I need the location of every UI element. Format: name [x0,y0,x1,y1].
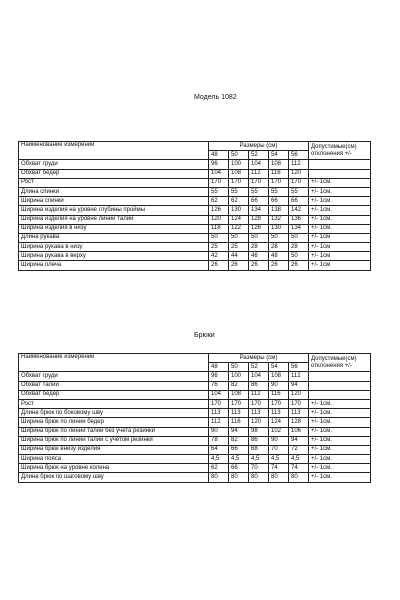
table-row [19,261,371,270]
table-row [19,464,371,473]
header-sizes: Размеры (см) [209,354,309,363]
measurement-name: Ширина брюк на уровне колена [19,464,209,473]
size-value: 170 [289,178,309,187]
size-value: 108 [269,372,289,381]
size-value: 113 [269,409,289,418]
tolerance-value: +/- 1см [309,252,371,261]
size-value: 118 [209,224,229,233]
size-value: 55 [209,187,229,196]
size-label: 52 [249,363,269,372]
size-value: 25 [209,243,229,252]
size-value: 170 [289,399,309,408]
size-value: 112 [289,372,309,381]
size-value: 138 [269,206,289,215]
size-value: 4,5 [249,455,269,464]
table1-title: Модель 1082 [194,94,237,101]
measurement-name: Рост [19,399,209,408]
size-label: 48 [209,363,229,372]
table-row [19,233,371,242]
size-table-model [18,141,371,271]
size-value: 55 [229,187,249,196]
size-value: 50 [249,233,269,242]
size-value: 46 [249,252,269,261]
size-value: 55 [269,187,289,196]
size-value: 128 [249,215,269,224]
tolerance-line-2: отклонения +/- [311,362,352,369]
size-value: 50 [229,233,249,242]
measurement-name: Обхват бедер [19,390,209,399]
tolerance-value: +/- 1см. [309,187,371,196]
measurement-name: Обхват талии [19,381,209,390]
table-row [19,427,371,436]
measurement-name: Ширина пояса [19,455,209,464]
size-value: 113 [209,409,229,418]
size-value: 142 [289,206,309,215]
size-value: 120 [209,215,229,224]
size-value: 113 [289,409,309,418]
table-row [19,252,371,261]
size-value: 90 [269,436,289,445]
tolerance-value: +/- 1см. [309,427,371,436]
size-value: 80 [289,473,309,482]
header-row [19,354,371,363]
table-row [19,418,371,427]
size-label: 50 [229,363,249,372]
tolerance-value: +/- 1см. [309,418,371,427]
size-value: 170 [249,399,269,408]
size-value: 124 [229,215,249,224]
size-value: 104 [209,390,229,399]
measurement-name: Ширина рукава в низу [19,243,209,252]
header-tolerance [309,354,371,372]
size-label: 54 [269,151,289,160]
size-value: 98 [249,427,269,436]
measurement-name: Обхват груди [19,160,209,169]
size-value: 66 [229,445,249,454]
size-label: 48 [209,151,229,160]
table-row [19,160,371,169]
size-value: 62 [209,197,229,206]
size-value: 108 [229,390,249,399]
tolerance-value [309,169,371,178]
header-row [19,142,371,151]
table-row [19,445,371,454]
tolerance-value: +/- 1см. [309,215,371,224]
table-row [19,409,371,418]
tolerance-value [309,372,371,381]
tolerance-value: +/- 1см [309,233,371,242]
measurement-name: Длина брюк по шаговому шву [19,473,209,482]
tolerance-value [309,160,371,169]
table-row [19,390,371,399]
size-value: 62 [209,464,229,473]
size-label: 50 [229,151,249,160]
tolerance-value: +/- 1см. [309,178,371,187]
tolerance-value: +/- 1см. [309,197,371,206]
size-value: 100 [229,160,249,169]
size-value: 74 [289,464,309,473]
tolerance-value: +/- 1см. [309,206,371,215]
size-value: 62 [229,197,249,206]
tolerance-value: +/- 1см. [309,464,371,473]
size-value: 68 [249,445,269,454]
size-value: 113 [249,409,269,418]
table-row [19,436,371,445]
measurement-name: Обхват груди [19,372,209,381]
size-value: 86 [249,381,269,390]
size-value: 116 [269,169,289,178]
table-row [19,187,371,196]
table-row [19,215,371,224]
size-value: 134 [249,206,269,215]
tolerance-value: +/- 1см. [309,409,371,418]
size-value: 28 [249,243,269,252]
measurement-name: Ширина брюк внизу изделия [19,445,209,454]
size-value: 26 [209,261,229,270]
size-value: 70 [249,464,269,473]
size-value: 104 [209,169,229,178]
size-value: 120 [249,418,269,427]
measurement-name: Ширина изделия в низу [19,224,209,233]
measurement-name: Ширина брюк по линии талии без учета резинки [19,427,209,436]
size-value: 170 [209,399,229,408]
size-value: 170 [249,178,269,187]
size-value: 26 [229,261,249,270]
size-value: 122 [229,224,249,233]
size-value: 26 [269,261,289,270]
size-value: 170 [269,178,289,187]
size-label: 56 [289,151,309,160]
measurement-name: Ширина рукава в верху [19,252,209,261]
size-value: 126 [249,224,269,233]
tolerance-line-1: Допустимые(см) [311,143,357,150]
size-value: 112 [249,169,269,178]
size-value: 108 [229,169,249,178]
size-value: 55 [289,187,309,196]
table-row [19,206,371,215]
size-value: 106 [289,427,309,436]
header-name: Наименование измерений [19,354,209,372]
size-value: 82 [229,436,249,445]
measurement-name: Ширина брюк по линии талии с учетом резинки [19,436,209,445]
size-value: 78 [209,436,229,445]
table2-title: Брюки [194,332,215,339]
size-value: 112 [289,160,309,169]
table-row [19,473,371,482]
size-value: 28 [269,243,289,252]
size-value: 90 [269,381,289,390]
size-value: 48 [269,252,289,261]
size-value: 94 [229,427,249,436]
table-row [19,224,371,233]
size-value: 66 [269,197,289,206]
size-value: 124 [269,418,289,427]
size-value: 70 [269,445,289,454]
size-value: 90 [209,427,229,436]
table-row [19,372,371,381]
size-value: 55 [249,187,269,196]
size-value: 86 [249,436,269,445]
table-row [19,455,371,464]
size-value: 94 [289,381,309,390]
size-value: 104 [249,372,269,381]
size-table-trousers [18,353,371,483]
size-value: 128 [289,418,309,427]
tolerance-line-1: Допустимые(см) [311,355,357,362]
size-value: 50 [269,233,289,242]
tolerance-value: +/- 1см. [309,399,371,408]
tolerance-value [309,390,371,399]
tolerance-value: +/- 1см. [309,224,371,233]
size-value: 50 [209,233,229,242]
size-value: 113 [229,409,249,418]
size-value: 80 [249,473,269,482]
size-value: 4,5 [209,455,229,464]
measurement-name: Длина спинки [19,187,209,196]
measurement-name: Рост [19,178,209,187]
size-value: 102 [269,427,289,436]
size-value: 132 [269,215,289,224]
size-value: 94 [289,436,309,445]
size-value: 170 [269,399,289,408]
size-value: 96 [209,372,229,381]
size-value: 120 [289,390,309,399]
size-value: 126 [209,206,229,215]
tolerance-value: +/- 1см. [309,436,371,445]
table-row [19,243,371,252]
size-value: 80 [209,473,229,482]
tolerance-line-2: отклонения +/- [311,150,352,157]
table-row [19,169,371,178]
measurement-name: Длина рукава [19,233,209,242]
header-sizes: Размеры (см) [209,142,309,151]
tolerance-value [309,381,371,390]
size-value: 26 [249,261,269,270]
size-value: 72 [289,445,309,454]
size-value: 76 [209,381,229,390]
size-value: 44 [229,252,249,261]
size-value: 116 [229,418,249,427]
size-value: 120 [289,169,309,178]
size-value: 80 [229,473,249,482]
tolerance-value: +/- 1см. [309,445,371,454]
measurement-name: Длина брюк по боковому шву [19,409,209,418]
measurement-name: Ширина изделия на уровне глубины проймы [19,206,209,215]
measurement-name: Ширина изделия на уровне линии талии [19,215,209,224]
size-value: 130 [269,224,289,233]
tolerance-value: +/- 1см. [309,473,371,482]
size-value: 112 [249,390,269,399]
size-value: 130 [229,206,249,215]
size-value: 66 [229,464,249,473]
size-value: 28 [289,243,309,252]
size-value: 74 [269,464,289,473]
table-row [19,399,371,408]
size-value: 80 [269,473,289,482]
tolerance-value: +/- 1см. [309,455,371,464]
measurement-name: Ширина спинки [19,197,209,206]
header-tolerance [309,142,371,160]
size-value: 116 [269,390,289,399]
size-label: 52 [249,151,269,160]
size-value: 66 [289,197,309,206]
table-row [19,178,371,187]
size-value: 4,5 [269,455,289,464]
table-row [19,197,371,206]
size-value: 26 [289,261,309,270]
size-value: 42 [209,252,229,261]
tolerance-value: +/- 1см [309,261,371,270]
measurement-name: Ширина брюк по линии бедер [19,418,209,427]
size-value: 108 [269,160,289,169]
measurement-name: Обхват бедер [19,169,209,178]
table-row [19,381,371,390]
size-value: 64 [209,445,229,454]
size-value: 50 [289,233,309,242]
size-label: 56 [289,363,309,372]
size-value: 25 [229,243,249,252]
size-value: 170 [209,178,229,187]
size-value: 104 [249,160,269,169]
size-value: 170 [229,399,249,408]
header-name: Наименование измерений [19,142,209,160]
size-value: 66 [249,197,269,206]
tolerance-value: +/- 1см [309,243,371,252]
size-value: 170 [229,178,249,187]
size-label: 54 [269,363,289,372]
size-value: 4,5 [229,455,249,464]
size-value: 96 [209,160,229,169]
size-value: 136 [289,215,309,224]
size-value: 100 [229,372,249,381]
size-value: 134 [289,224,309,233]
size-value: 82 [229,381,249,390]
measurement-name: Ширина плеча [19,261,209,270]
size-value: 112 [209,418,229,427]
size-value: 4,5 [289,455,309,464]
size-value: 50 [289,252,309,261]
